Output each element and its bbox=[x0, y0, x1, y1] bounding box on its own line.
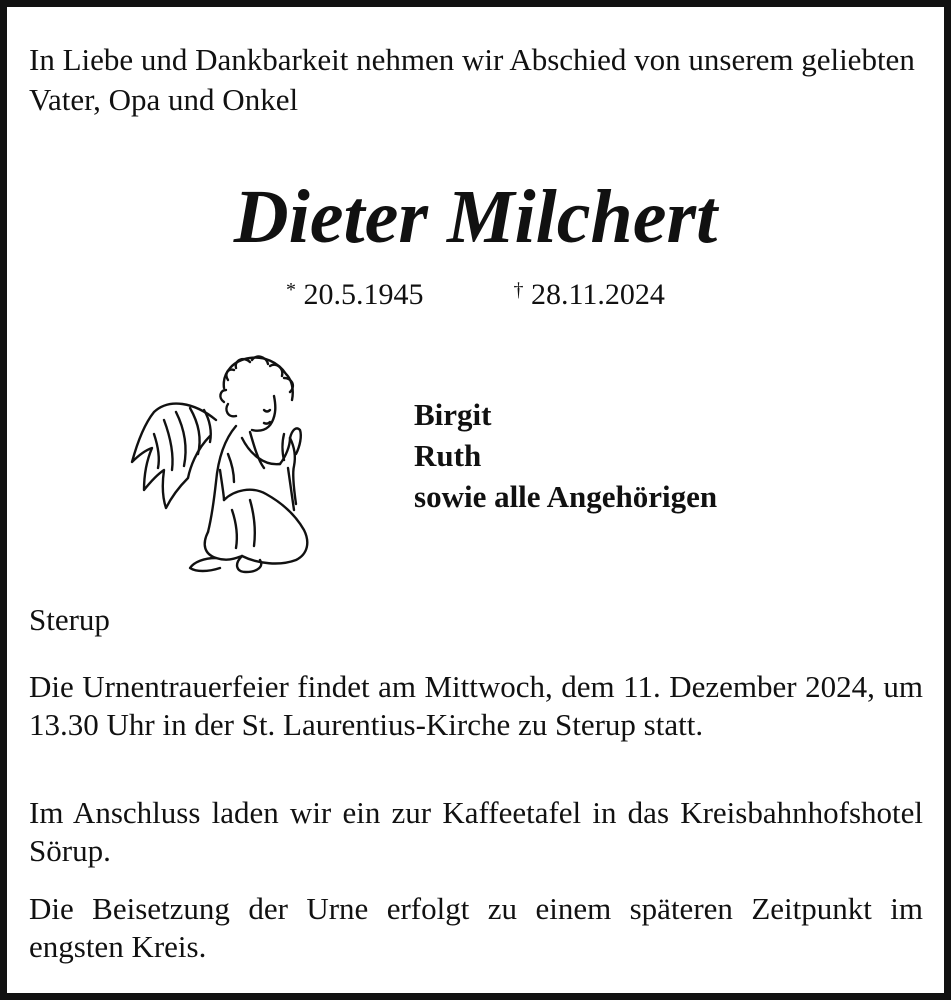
deceased-name: Dieter Milchert bbox=[233, 175, 718, 259]
family-list bbox=[414, 394, 717, 517]
family-relatives: sowie alle Angehörigen bbox=[414, 479, 718, 514]
family-member: Ruth bbox=[414, 438, 482, 473]
ceremony-paragraph: Die Urnentrauerfeier findet am Mittwoch, dem 11. Dezember 2024, um 13.30 Uhr in der St. Laurentius-Kirche zu Sterup statt. bbox=[29, 669, 923, 742]
death-symbol: † bbox=[513, 279, 524, 301]
death-date-group bbox=[514, 270, 665, 315]
reception-paragraph: Im Anschluss laden wir ein zur Kaffeetafel in das Kreisbahnhofshotel Sörup. bbox=[29, 795, 923, 868]
birth-date-group bbox=[286, 270, 424, 315]
place-name: Sterup bbox=[29, 602, 110, 637]
birth-symbol: * bbox=[286, 279, 297, 301]
birth-date: 20.5.1945 bbox=[303, 278, 424, 311]
praying-angel-icon bbox=[124, 350, 314, 575]
family-member: Birgit bbox=[414, 397, 492, 432]
intro-text: In Liebe und Dankbarkeit nehmen wir Abschied von unserem geliebten Vater, Opa und Onkel bbox=[29, 42, 915, 117]
death-date: 28.11.2024 bbox=[531, 278, 665, 311]
life-dates bbox=[0, 270, 951, 315]
burial-paragraph: Die Beisetzung der Urne erfolgt zu einem späteren Zeitpunkt im engsten Kreis. bbox=[29, 891, 923, 964]
